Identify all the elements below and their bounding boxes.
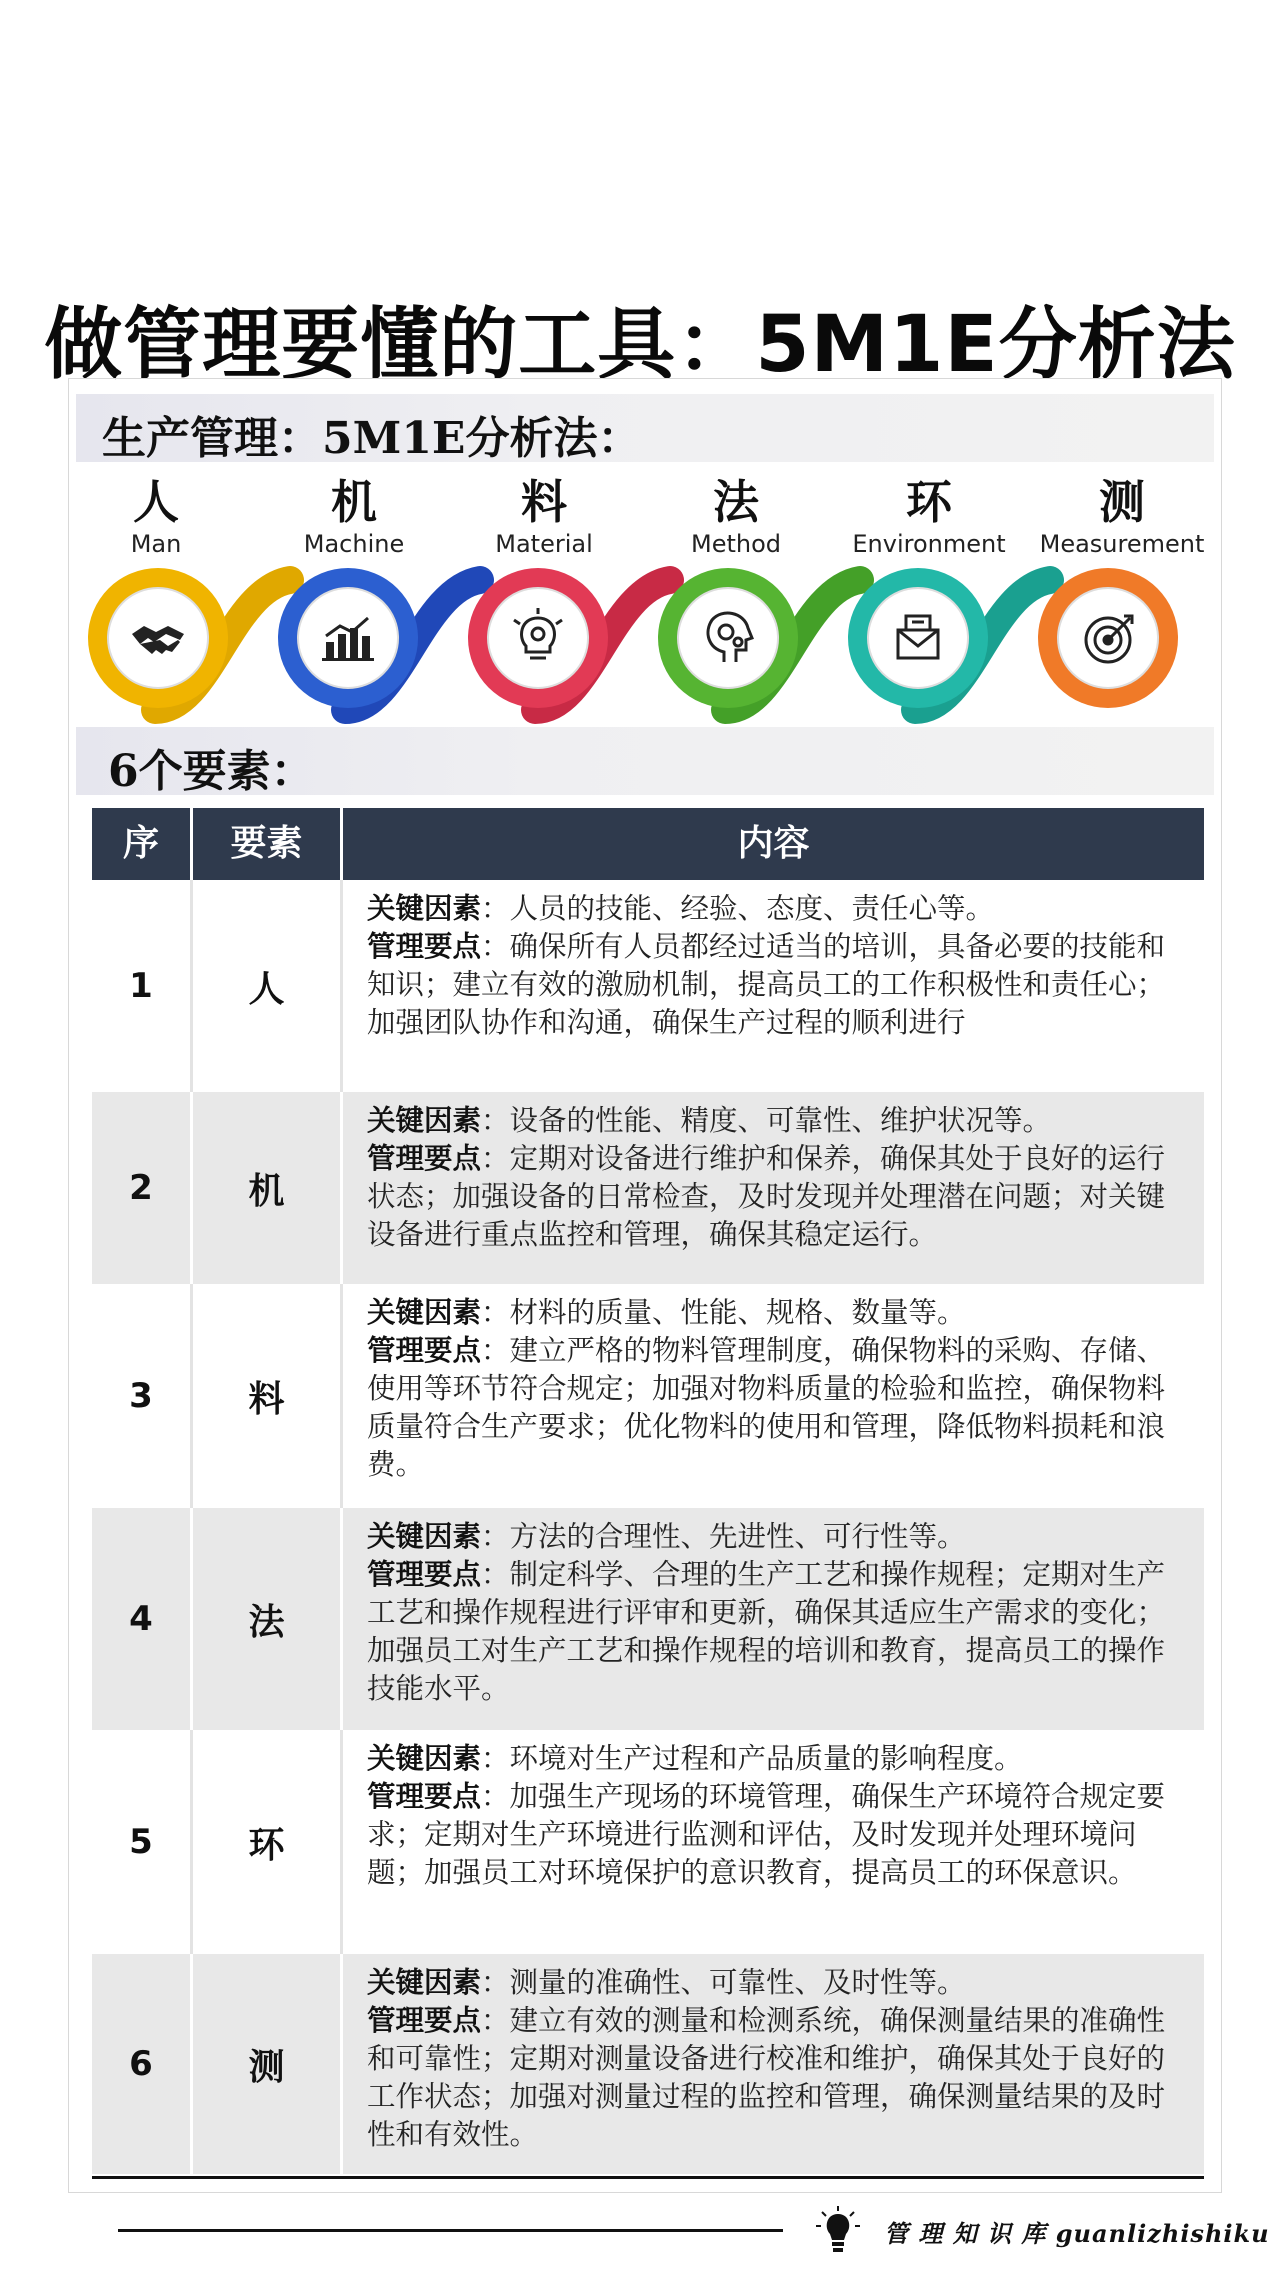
elements-table: [92, 808, 1204, 2174]
row-content: 关键因素：方法的合理性、先进性、可行性等。 管理要点：制定科学、合理的生产工艺和操作规程；定期对生产工艺和操作规程进行评审和更新，确保其适应生产需求的变化；加强员工对生产工艺和操作规程的培训和教育，提高员工的操作技能水平。: [367, 1520, 1166, 1705]
header-element: 要素: [230, 823, 303, 864]
table-row: [92, 1508, 1204, 1730]
element-method: [641, 474, 831, 558]
row-num: 6: [129, 2044, 153, 2084]
element-zh: 测: [1099, 475, 1145, 529]
section-header-5m1e: [76, 394, 1214, 462]
section-title: 生产管理：5M1E分析法：: [102, 413, 642, 464]
section-title: 6个要素：: [108, 746, 315, 797]
row-num: 4: [129, 1599, 153, 1639]
row-num: 5: [129, 1822, 153, 1862]
row-element: 料: [248, 1378, 285, 1420]
row-element: 法: [248, 1601, 285, 1643]
element-measurement: [1027, 474, 1217, 558]
row-content: 关键因素：设备的性能、精度、可靠性、维护状况等。 管理要点：定期对设备进行维护和保养，确保其处于良好的运行状态；加强设备的日常检查，及时发现并处理潜在问题；对关键设备进行重点监控和管理，确保其稳定运行。: [367, 1104, 1166, 1251]
section-header-6-elements: [76, 727, 1214, 795]
footer-rule: [118, 2229, 783, 2232]
table-row: [92, 1092, 1204, 1284]
element-zh: 人: [133, 475, 179, 529]
row-content: 关键因素：材料的质量、性能、规格、数量等。 管理要点：建立严格的物料管理制度，确保物料的采购、存储、使用等环节符合规定；加强对物料质量的检验和监控，确保物料质量符合生产要求；优化物料的使用和管理，降低物料损耗和浪费。: [367, 1296, 1166, 1481]
table-row: [92, 1284, 1204, 1508]
row-element: 测: [248, 2046, 285, 2088]
row-content: 关键因素：测量的准确性、可靠性、及时性等。 管理要点：建立有效的测量和检测系统，确保测量结果的准确性和可靠性；定期对测量设备进行校准和维护，确保其处于良好的工作状态；加强对测量过程的监控和管理，确保测量结果的及时性和有效性。: [367, 1966, 1166, 2151]
row-element: 环: [248, 1824, 285, 1866]
element-zh: 机: [331, 475, 377, 529]
footer-brand: 管 理 知 识 库 guanlizhishiku: [884, 2219, 1270, 2248]
page-title: 做管理要懂的工具：5M1E分析法: [44, 300, 1236, 390]
table-bottom-rule: [92, 2176, 1204, 2179]
element-en: Man: [130, 530, 182, 558]
element-man: [61, 474, 251, 558]
element-en: Environment: [852, 530, 1006, 558]
element-en: Method: [690, 530, 781, 558]
row-num: 2: [129, 1168, 153, 1208]
row-num: 3: [129, 1376, 153, 1416]
element-environment: [834, 474, 1024, 558]
lightbulb-icon: [816, 2206, 860, 2256]
row-content: 关键因素：环境对生产过程和产品质量的影响程度。 管理要点：加强生产现场的环境管理，确保生产环境符合规定要求；定期对生产环境进行监测和评估，及时发现并处理环境问题；加强员工对环境保护的意识教育，提高员工的环保意识。: [367, 1742, 1166, 1889]
table-row: [92, 880, 1204, 1092]
element-en: Material: [495, 530, 593, 558]
row-element: 人: [248, 968, 285, 1010]
element-zh: 法: [713, 475, 759, 529]
ribbon-wave-graphic: [80, 560, 1210, 730]
row-num: 1: [129, 966, 153, 1006]
element-en: Measurement: [1039, 530, 1205, 558]
header-content: 内容: [737, 823, 810, 864]
row-element: 机: [248, 1170, 285, 1212]
element-machine: [259, 474, 449, 558]
table-header: [92, 808, 1204, 880]
table-row: [92, 1730, 1204, 1954]
element-material: [449, 474, 639, 558]
row-content: 关键因素：人员的技能、经验、态度、责任心等。 管理要点：确保所有人员都经过适当的培训，具备必要的技能和知识；建立有效的激励机制，提高员工的工作积极性和责任心；加强团队协作和沟通，确保生产过程的顺利进行: [367, 892, 1166, 1039]
element-zh: 料: [521, 475, 567, 529]
element-zh: 环: [906, 475, 952, 529]
table-row: [92, 1954, 1204, 2174]
header-num: 序: [122, 823, 159, 864]
element-en: Machine: [303, 530, 405, 558]
